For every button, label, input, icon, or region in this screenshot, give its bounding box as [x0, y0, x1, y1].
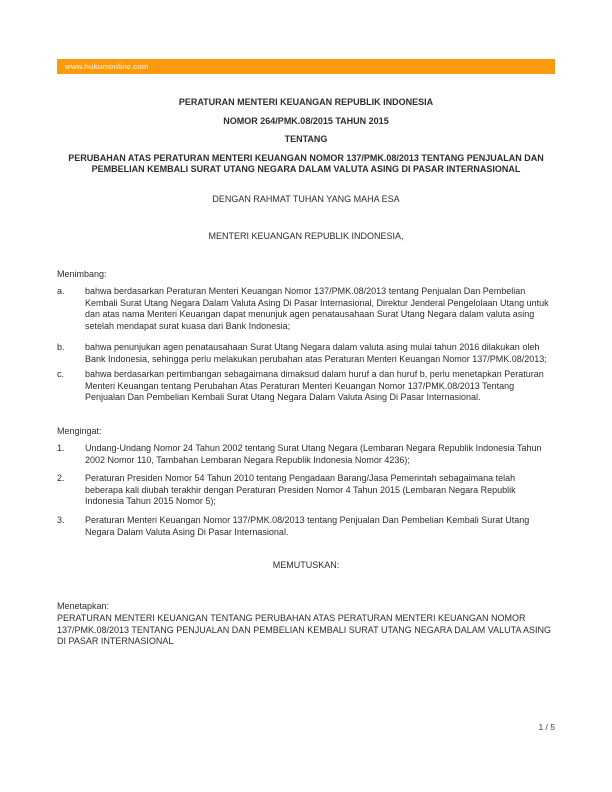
- item-text: bahwa berdasarkan pertimbangan sebagaimana dimaksud dalam huruf a dan huruf b, perlu menetapkan Peraturan Menteri Keuangan tentang Perubahan Atas Peraturan Menteri Keuangan Nomor 137/PMK.08/2013 Tentang Penjualan Dan Pembelian Kembali Surat Utang Negara Dalam Valuta Asing Di Pasar Internasional.: [85, 369, 544, 402]
- invocation-line: DENGAN RAHMAT TUHAN YANG MAHA ESA: [212, 193, 400, 204]
- doc-tentang-line: TENTANG: [284, 134, 328, 144]
- item-text: bahwa penunjukan agen penatausahaan Surat Utang Negara dalam valuta asing mulai tahun 2016 dilakukan oleh Bank Indonesia, sehingga perlu melakukan perubahan atas Peraturan Menteri Keuangan Nomor 137/PMK.08/2013;: [85, 342, 547, 364]
- item-marker: 3.: [57, 515, 65, 525]
- recalling-item-3: [57, 515, 555, 538]
- considering-item-c: [57, 369, 555, 404]
- considering-item-b: [57, 342, 555, 365]
- considering-item-a: [57, 286, 555, 332]
- item-marker: 2.: [57, 473, 65, 483]
- item-text: bahwa berdasarkan Peraturan Menteri Keuangan Nomor 137/PMK.08/2013 tentang Penjualan Dan Pembelian Kembali Surat Utang Negara Dalam Valuta Asing Di Pasar Internasional, Direktur Jenderal Pengelolaan Utang untuk dan atas nama Menteri Keuangan dapat menunjuk agen penatausahaan Surat Utang Negara dalam valuta asing setelah mendapat surat kuasa dari Bank Indonesia;: [85, 286, 549, 331]
- banner-url-text: www.hukumonline.com: [65, 62, 149, 71]
- enacting-text: PERATURAN MENTERI KEUANGAN TENTANG PERUBAHAN ATAS PERATURAN MENTERI KEUANGAN NOMOR 137/PMK.08/2013 TENTANG PENJUALAN DAN PEMBELIAN KEMBALI SURAT UTANG NEGARA DALAM VALUTA ASING DI PASAR INTERNASIONAL: [57, 613, 551, 646]
- item-text: Peraturan Presiden Nomor 54 Tahun 2010 tentang Pengadaan Barang/Jasa Pemerintah sebagaimana telah beberapa kali diubah terakhir dengan Peraturan Presiden Nomor 4 Tahun 2015 (Lembaran Negara Republik Indonesia Tahun 2015 Nomor 5);: [85, 473, 516, 506]
- recalling-item-1: [57, 443, 555, 466]
- item-marker: c.: [57, 369, 65, 379]
- doc-number-line: NOMOR 264/PMK.08/2015 TAHUN 2015: [223, 115, 389, 126]
- doc-title-line-1: PERATURAN MENTERI KEUANGAN REPUBLIK INDONESIA: [178, 97, 434, 107]
- item-text: Undang-Undang Nomor 24 Tahun 2002 tentang Surat Utang Negara (Lembaran Negara Republik Indonesia Tahun 2002 Nomor 110, Tambahan Lembaran Negara Republik Indonesia Nomor 4236);: [85, 443, 542, 465]
- item-marker: 1.: [57, 443, 65, 453]
- item-marker: b.: [57, 342, 65, 352]
- item-text: Peraturan Menteri Keuangan Nomor 137/PMK.08/2013 tentang Penjualan Dan Pembelian Kembali Surat Utang Negara Dalam Valuta Asing Di Pasar Internasional.: [85, 515, 530, 537]
- doc-subject-title: PERUBAHAN ATAS PERATURAN MENTERI KEUANGAN NOMOR 137/PMK.08/2013 TENTANG PENJUALAN DAN PEMBELIAN KEMBALI SURAT UTANG NEGARA DALAM VALUTA ASING DI PASAR INTERNASIONAL: [68, 152, 544, 174]
- item-marker: a.: [57, 286, 65, 296]
- enacting-label: Menetapkan:: [57, 600, 110, 611]
- considering-label: Menimbang:: [57, 268, 107, 279]
- page-content: [0, 59, 612, 648]
- recalling-label: Mengingat:: [57, 425, 102, 436]
- decision-heading: MEMUTUSKAN:: [272, 560, 340, 570]
- recalling-item-2: [57, 473, 555, 508]
- page-indicator: 1 / 5: [538, 721, 555, 732]
- site-banner: [57, 59, 555, 74]
- authority-line: MENTERI KEUANGAN REPUBLIK INDONESIA,: [208, 231, 404, 241]
